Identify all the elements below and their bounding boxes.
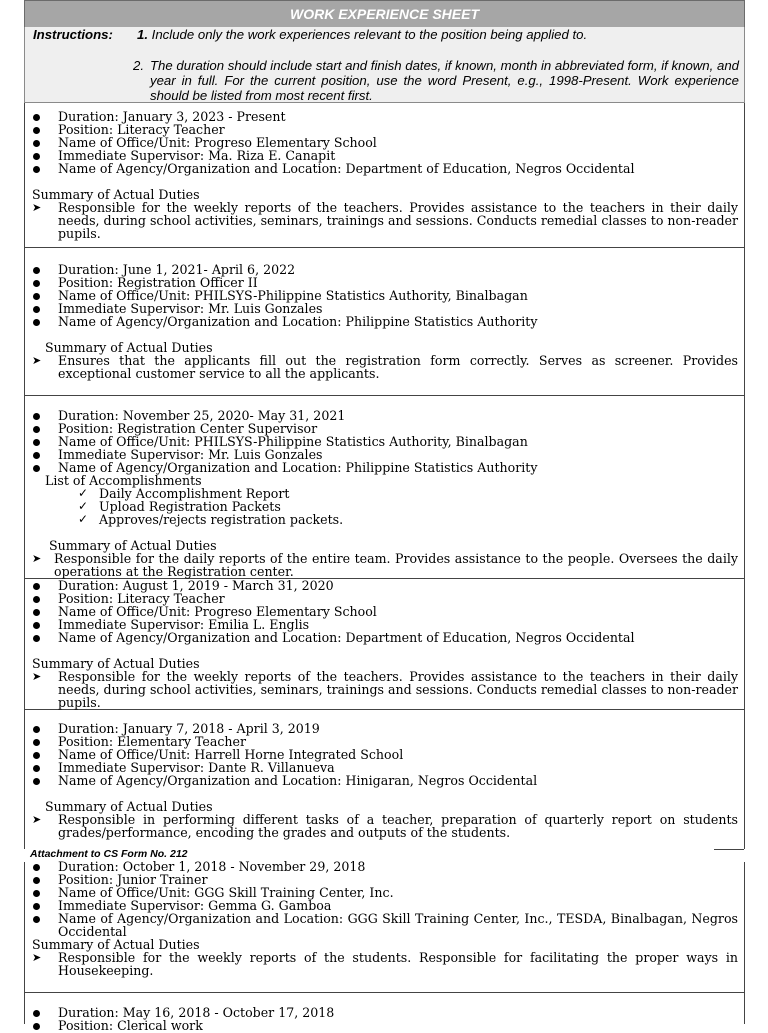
arrow-bullet-icon: ➤ (32, 552, 42, 565)
summary-label: Summary of Actual Duties (45, 340, 213, 355)
instruction-item-1: 1. Include only the work experiences relevant to the position being applied to. (137, 27, 588, 42)
entry-office: Name of Office/Unit: Progreso Elementary School (25, 605, 744, 618)
entry-agency: Name of Agency/Organization and Location: Department of Education, Negros Occidental (25, 162, 744, 175)
experience-entry (24, 103, 745, 248)
instruction-item-2: 2. The duration should include start and finish dates, if known, month in abbreviated form, if known, and year in full. For the current position, use the word Present, e.g., 1998-Present. Work experience should be listed from most recent first. (133, 58, 739, 103)
accomplishments-label: List of Accomplishments (45, 473, 202, 488)
entry-agency: Name of Agency/Organization and Location: GGG Skill Training Center, Inc., TESDA, Binalbagan, Negros Occidental (25, 912, 744, 938)
experience-entry (24, 993, 745, 1033)
attachment-label: Attachment to CS Form No. 212 (30, 848, 188, 860)
entry-agency: Name of Agency/Organization and Location: Hinigaran, Negros Occidental (25, 774, 744, 787)
entry-position: Position: Elementary Teacher (25, 735, 744, 748)
accomplishment-item: ✓ Approves/rejects registration packets. (25, 513, 744, 526)
entry-agency: Name of Agency/Organization and Location: Department of Education, Negros Occidental (25, 631, 744, 644)
entry-supervisor: Immediate Supervisor: Ma. Riza E. Canapit (25, 149, 744, 162)
duty-item: ➤ Responsible for the weekly reports of the students. Responsible for facilitating the proper ways in Housekeeping. (32, 950, 738, 978)
entry-office: Name of Office/Unit: Harrell Horne Integrated School (25, 748, 744, 761)
entry-office: Name of Office/Unit: PHILSYS-Philippine Statistics Authority, Binalbagan (25, 289, 744, 302)
instructions-box (24, 27, 745, 103)
entry-duration: Duration: November 25, 2020- May 31, 2021 (25, 409, 744, 422)
entry-duration: Duration: October 1, 2018 - November 29, 2018 (25, 860, 744, 873)
arrow-bullet-icon: ➤ (32, 813, 42, 826)
experience-entry (24, 710, 745, 849)
summary-label: Summary of Actual Duties (45, 799, 213, 814)
entry-office: Name of Office/Unit: Progreso Elementary School (25, 136, 744, 149)
entry-office: Name of Office/Unit: PHILSYS-Philippine Statistics Authority, Binalbagan (25, 435, 744, 448)
entry-duration: Duration: January 7, 2018 - April 3, 2019 (25, 722, 744, 735)
summary-label: Summary of Actual Duties (32, 937, 200, 952)
entry-position: Position: Clerical work (25, 1019, 744, 1032)
entry-supervisor: Immediate Supervisor: Dante R. Villanueva (25, 761, 744, 774)
entry-duration: Duration: May 16, 2018 - October 17, 2018 (25, 1006, 744, 1019)
entry-supervisor: Immediate Supervisor: Emilia L. Englis (25, 618, 744, 631)
arrow-bullet-icon: ➤ (32, 670, 42, 683)
duty-item: ➤ Responsible for the weekly reports of the teachers. Provides assistance to the teachers in their daily needs, during school activities, seminars, trainings and sessions. Conducts remedial classes to non-reader pupils. (32, 200, 738, 241)
entry-office: Name of Office/Unit: GGG Skill Training Center, Inc. (25, 886, 744, 899)
entry-supervisor: Immediate Supervisor: Gemma G. Gamboa (25, 899, 744, 912)
entry-position: Position: Registration Center Supervisor (25, 422, 744, 435)
arrow-bullet-icon: ➤ (32, 951, 42, 964)
accomplishments-list (25, 487, 744, 526)
summary-label: Summary of Actual Duties (32, 656, 200, 671)
instructions-label: Instructions: (33, 27, 113, 42)
entry-agency: Name of Agency/Organization and Location: Philippine Statistics Authority (25, 461, 744, 474)
work-experience-sheet (24, 0, 745, 1033)
entry-position: Position: Registration Officer II (25, 276, 744, 289)
accomplishment-item: ✓ Daily Accomplishment Report (25, 487, 744, 500)
experience-entry (24, 248, 745, 396)
entry-supervisor: Immediate Supervisor: Mr. Luis Gonzales (25, 448, 744, 461)
entry-duration: Duration: January 3, 2023 - Present (25, 110, 744, 123)
arrow-bullet-icon: ➤ (32, 201, 42, 214)
entry-duration: Duration: August 1, 2019 - March 31, 2020 (25, 579, 744, 592)
entry-position: Position: Literacy Teacher (25, 123, 744, 136)
experience-entry (24, 859, 745, 993)
experience-entry (24, 579, 745, 710)
arrow-bullet-icon: ➤ (32, 354, 42, 367)
entry-agency: Name of Agency/Organization and Location: Philippine Statistics Authority (25, 315, 744, 328)
summary-label: Summary of Actual Duties (32, 187, 200, 202)
entry-duration: Duration: June 1, 2021- April 6, 2022 (25, 263, 744, 276)
accomplishment-item: ✓ Upload Registration Packets (25, 500, 744, 513)
summary-label: Summary of Actual Duties (49, 538, 217, 553)
entry-supervisor: Immediate Supervisor: Mr. Luis Gonzales (25, 302, 744, 315)
divider (714, 849, 744, 850)
duty-item: ➤ Responsible in performing different tasks of a teacher, preparation of quarterly report on students grades/performance, encoding the grades and outputs of the students. (32, 812, 738, 840)
duty-item: ➤ Responsible for the daily reports of the entire team. Provides assistance to the people. Oversees the daily operations at the Registration center. (32, 551, 738, 579)
duty-item: ➤ Ensures that the applicants fill out the registration form correctly. Serves as screener. Provides exceptional customer service to all the applicants. (32, 353, 738, 381)
sheet-title: WORK EXPERIENCE SHEET (24, 0, 745, 28)
duty-item: ➤ Responsible for the weekly reports of the teachers. Provides assistance to the teachers in their daily needs, during school activities, seminars, trainings and sessions. Conducts remedial classes to non-reader pupils. (32, 669, 738, 710)
experience-entry (24, 396, 745, 579)
entry-position: Position: Literacy Teacher (25, 592, 744, 605)
entry-position: Position: Junior Trainer (25, 873, 744, 886)
